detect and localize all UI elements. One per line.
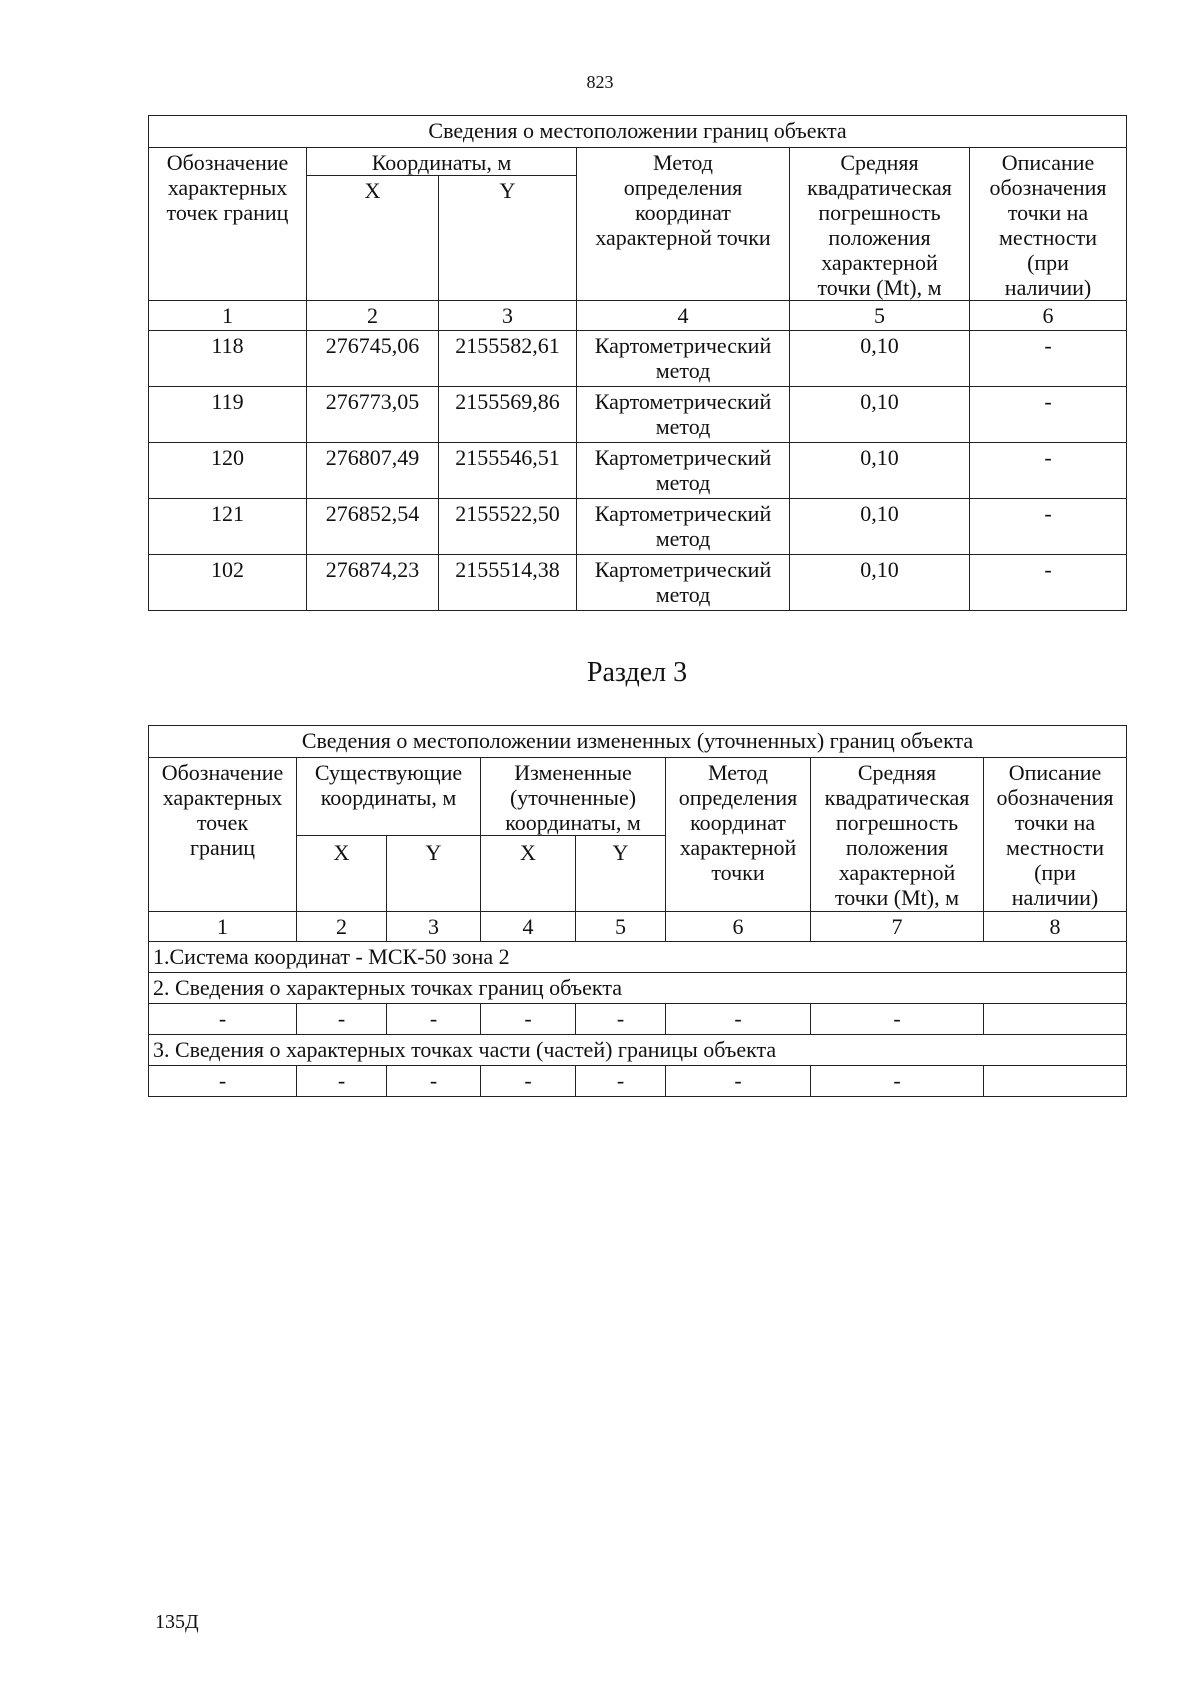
- dash-cell: [984, 1004, 1127, 1035]
- table2-col-number: 3: [387, 912, 481, 942]
- dash-cell: -: [387, 1004, 481, 1035]
- error-value: 0,10: [790, 387, 970, 443]
- section-title: Раздел 3: [586, 657, 688, 688]
- table2-header-description: Описание обозначения точки на местности (при наличии): [984, 758, 1127, 912]
- table1-col-number: 1: [149, 301, 307, 331]
- coord-x: 276773,05: [307, 387, 439, 443]
- dash-cell: -: [481, 1066, 576, 1097]
- footer-code: 135Д: [155, 1611, 199, 1633]
- boundaries-table: [148, 115, 1127, 611]
- table2-col-number: 2: [297, 912, 387, 942]
- error-value: 0,10: [790, 443, 970, 499]
- table-row: [149, 443, 1127, 499]
- dash-cell: -: [576, 1004, 666, 1035]
- table2-header-error: Средняя квадратическая погрешность положения характерной точки (Mt), м: [811, 758, 984, 912]
- table1-header-point: Обозначение характерных точек границ: [149, 148, 307, 301]
- table2-header-changed: Измененные (уточненные) координаты, м: [481, 758, 666, 836]
- table2-title: Сведения о местоположении измененных (уточненных) границ объекта: [149, 726, 1127, 758]
- table2-header-point: Обозначение характерных точек границ: [149, 758, 297, 912]
- point-id: 118: [149, 331, 307, 387]
- boundary-points-row: 2. Сведения о характерных точках границ объекта: [149, 973, 1127, 1004]
- table1-title: Сведения о местоположении границ объекта: [149, 116, 1127, 148]
- description: -: [970, 331, 1127, 387]
- table-row: [149, 331, 1127, 387]
- coord-y: 2155514,38: [439, 555, 577, 611]
- point-id: 119: [149, 387, 307, 443]
- coordinate-system-row: 1.Система координат - МСК-50 зона 2: [149, 942, 1127, 973]
- table1-col-number: 5: [790, 301, 970, 331]
- table1-header-description: Описание обозначения точки на местности (при наличии): [970, 148, 1127, 301]
- coord-y: 2155546,51: [439, 443, 577, 499]
- table1-header-x: X: [307, 176, 439, 301]
- description: -: [970, 387, 1127, 443]
- part-points-row: 3. Сведения о характерных точках части (частей) границы объекта: [149, 1035, 1127, 1066]
- dash-cell: -: [297, 1004, 387, 1035]
- table2-col-number: 4: [481, 912, 576, 942]
- table1-header-y: Y: [439, 176, 577, 301]
- table2-header-existing-x: X: [297, 836, 387, 912]
- coord-x: 276807,49: [307, 443, 439, 499]
- table1-col-number: 3: [439, 301, 577, 331]
- table2-header-changed-y: Y: [576, 836, 666, 912]
- dash-cell: -: [811, 1004, 984, 1035]
- page-number: 823: [586, 72, 614, 92]
- table2-header-existing-y: Y: [387, 836, 481, 912]
- description: -: [970, 555, 1127, 611]
- table2-header-method: Метод определения координат характерной точки: [666, 758, 811, 912]
- method: Картометрический метод: [577, 387, 790, 443]
- dash-cell: -: [387, 1066, 481, 1097]
- error-value: 0,10: [790, 331, 970, 387]
- table-row: [149, 387, 1127, 443]
- dash-cell: -: [666, 1066, 811, 1097]
- coord-x: 276874,23: [307, 555, 439, 611]
- table2-header-existing: Существующие координаты, м: [297, 758, 481, 836]
- table2-col-number: 8: [984, 912, 1127, 942]
- error-value: 0,10: [790, 499, 970, 555]
- dash-cell: -: [666, 1004, 811, 1035]
- table1-header-method: Метод определения координат характерной точки: [577, 148, 790, 301]
- coord-y: 2155569,86: [439, 387, 577, 443]
- dash-cell: [984, 1066, 1127, 1097]
- method: Картометрический метод: [577, 331, 790, 387]
- point-id: 120: [149, 443, 307, 499]
- error-value: 0,10: [790, 555, 970, 611]
- method: Картометрический метод: [577, 499, 790, 555]
- table-row: [149, 1004, 1127, 1035]
- table1-header-error: Средняя квадратическая погрешность положения характерной точки (Mt), м: [790, 148, 970, 301]
- coord-x: 276852,54: [307, 499, 439, 555]
- dash-cell: -: [811, 1066, 984, 1097]
- dash-cell: -: [297, 1066, 387, 1097]
- table1-col-number: 2: [307, 301, 439, 331]
- table-row: [149, 499, 1127, 555]
- table2-col-number: 5: [576, 912, 666, 942]
- coord-x: 276745,06: [307, 331, 439, 387]
- table2-col-number: 6: [666, 912, 811, 942]
- table2-col-number: 1: [149, 912, 297, 942]
- table-row: [149, 555, 1127, 611]
- table1-col-number: 4: [577, 301, 790, 331]
- table1-header-coords: Координаты, м: [307, 148, 577, 176]
- dash-cell: -: [481, 1004, 576, 1035]
- point-id: 121: [149, 499, 307, 555]
- table-row: [149, 1066, 1127, 1097]
- method: Картометрический метод: [577, 555, 790, 611]
- method: Картометрический метод: [577, 443, 790, 499]
- table2-col-number: 7: [811, 912, 984, 942]
- description: -: [970, 499, 1127, 555]
- table1-col-number: 6: [970, 301, 1127, 331]
- table2-header-changed-x: X: [481, 836, 576, 912]
- dash-cell: -: [576, 1066, 666, 1097]
- coord-y: 2155582,61: [439, 331, 577, 387]
- dash-cell: -: [149, 1004, 297, 1035]
- changed-boundaries-table: [148, 725, 1127, 1097]
- description: -: [970, 443, 1127, 499]
- point-id: 102: [149, 555, 307, 611]
- coord-y: 2155522,50: [439, 499, 577, 555]
- dash-cell: -: [149, 1066, 297, 1097]
